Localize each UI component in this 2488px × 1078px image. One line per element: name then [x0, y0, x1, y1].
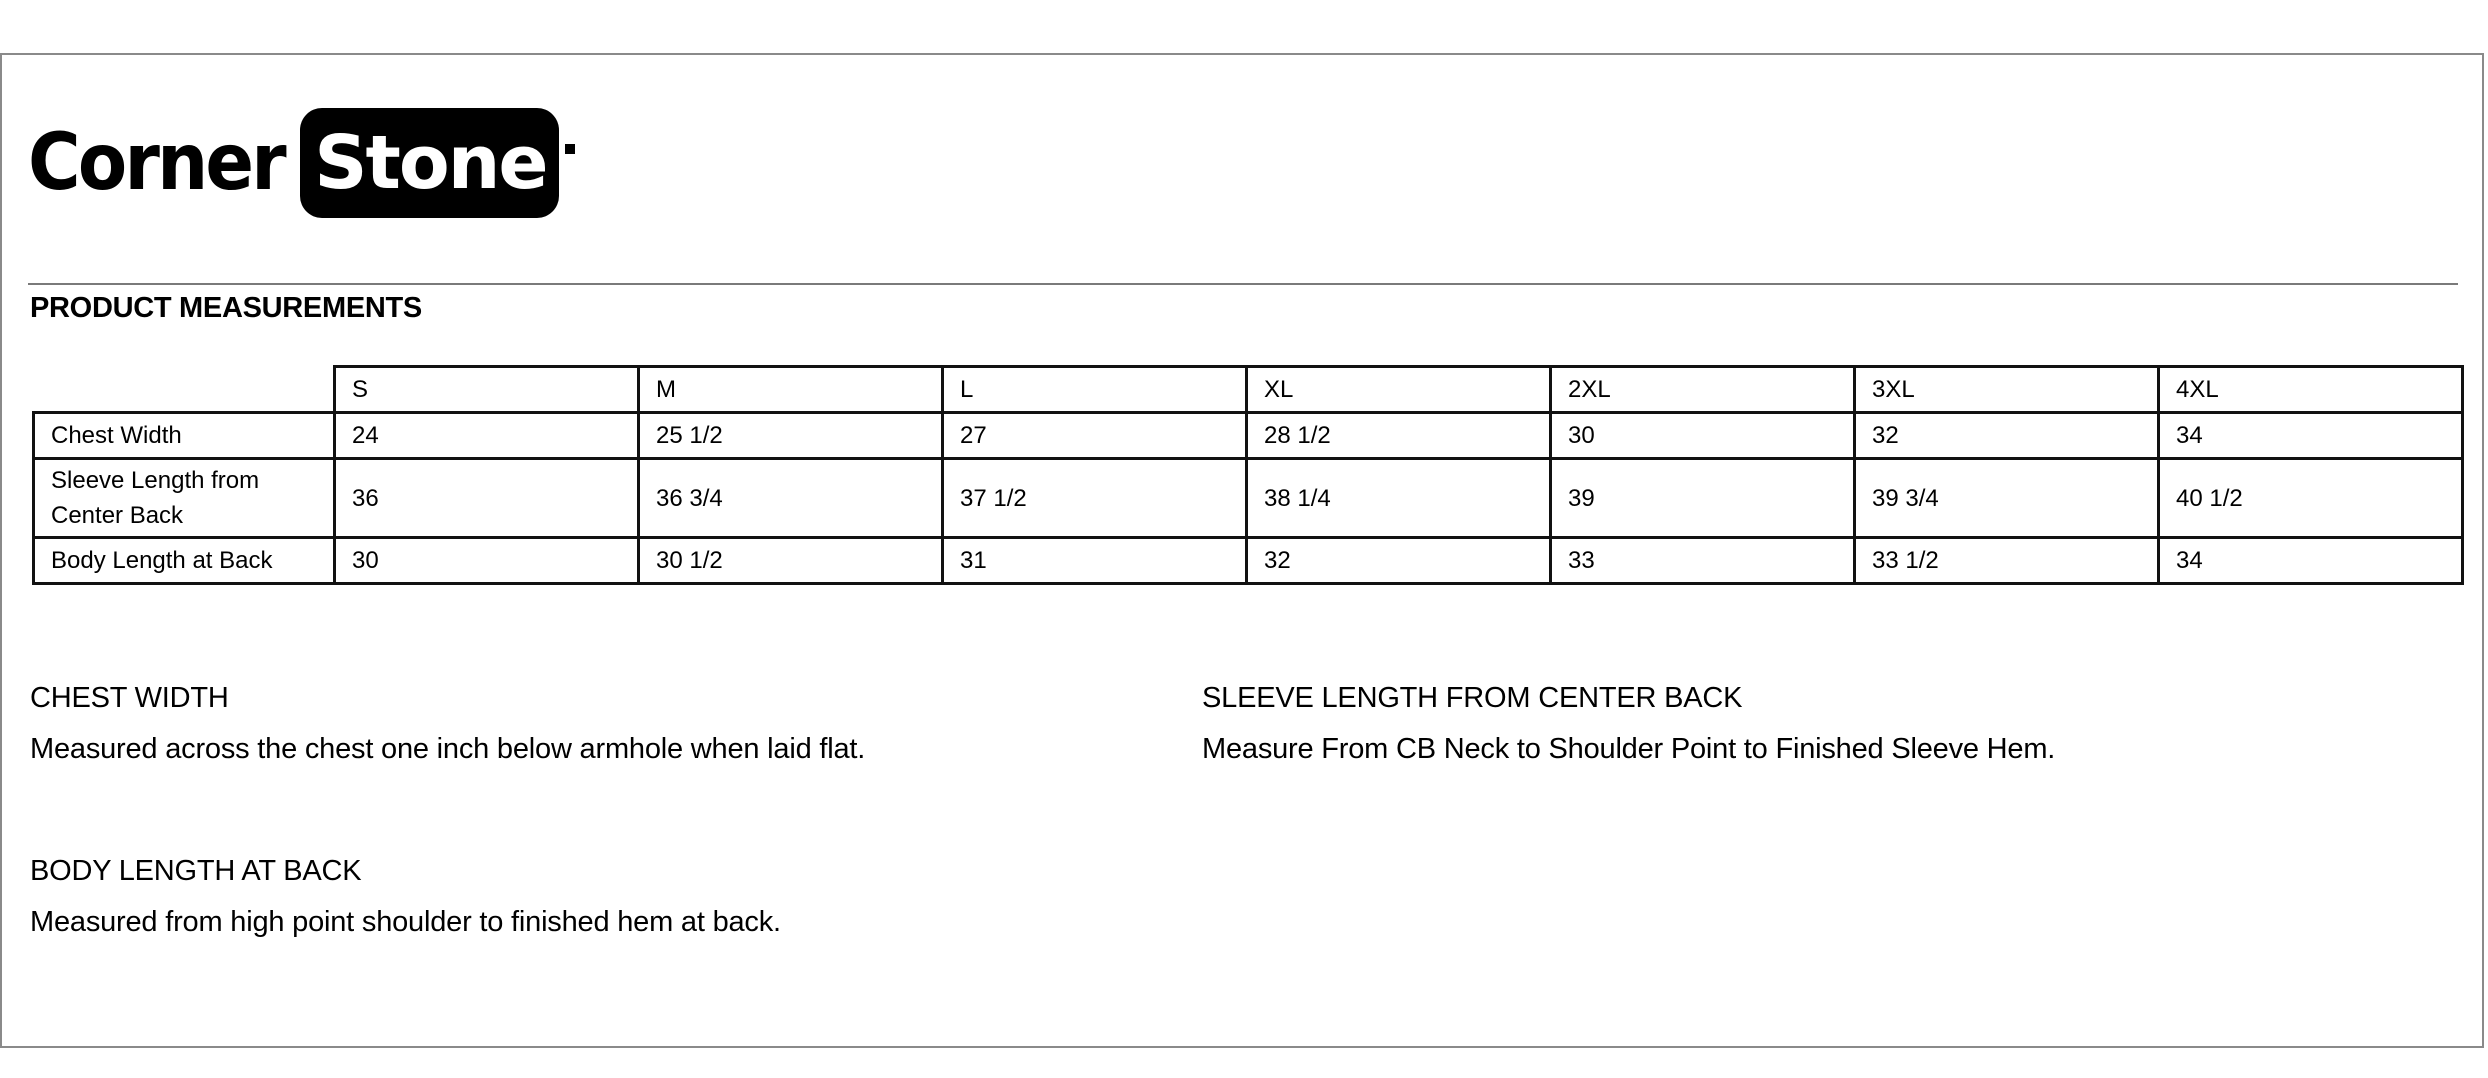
table-cell: 32 [1247, 538, 1551, 584]
measurements-table [32, 365, 2464, 585]
table-cell: 36 [335, 459, 639, 538]
table-header-cell: 3XL [1855, 367, 2159, 413]
table-row [34, 413, 2463, 459]
table-header-row [34, 367, 2463, 413]
table-cell: 34 [2159, 413, 2463, 459]
table-cell: 30 1/2 [639, 538, 943, 584]
definition-text: Measured across the chest one inch below armhole when laid flat. [30, 733, 866, 765]
table-header-cell: 4XL [2159, 367, 2463, 413]
table-header-cell: S [335, 367, 639, 413]
table-cell: 38 1/4 [1247, 459, 1551, 538]
definition-heading: CHEST WIDTH [30, 682, 229, 714]
table-cell: 32 [1855, 413, 2159, 459]
logo-word-stone: Stone [314, 120, 547, 206]
table-header-cell: L [943, 367, 1247, 413]
header-divider [28, 283, 2458, 285]
row-label [34, 459, 335, 538]
table-row [34, 538, 2463, 584]
logo-box [300, 108, 558, 218]
table-header-cell: 2XL [1551, 367, 1855, 413]
table-cell: 30 [335, 538, 639, 584]
table-cell: 39 [1551, 459, 1855, 538]
definition-chest-width [30, 682, 865, 766]
table-header-blank [34, 367, 335, 413]
table-cell: 40 1/2 [2159, 459, 2463, 538]
table-cell: 33 1/2 [1855, 538, 2159, 584]
table-cell: 33 [1551, 538, 1855, 584]
table-header-cell: M [639, 367, 943, 413]
table-cell: 36 3/4 [639, 459, 943, 538]
logo-dot [565, 144, 575, 154]
definition-heading: BODY LENGTH AT BACK [30, 855, 362, 887]
logo-word-corner: Corner [28, 118, 284, 208]
table-cell: 28 1/2 [1247, 413, 1551, 459]
table-header-cell: XL [1247, 367, 1551, 413]
row-label: Chest Width [34, 413, 335, 459]
table-cell: 39 3/4 [1855, 459, 2159, 538]
cornerstone-logo [28, 106, 575, 220]
row-label: Body Length at Back [34, 538, 335, 584]
table-cell: 24 [335, 413, 639, 459]
table-cell: 25 1/2 [639, 413, 943, 459]
definition-text: Measure From CB Neck to Shoulder Point to Finished Sleeve Hem. [1202, 733, 2056, 765]
row-label-line: Sleeve Length from [51, 467, 260, 494]
table-row [34, 459, 2463, 538]
table-cell: 31 [943, 538, 1247, 584]
table-cell: 27 [943, 413, 1247, 459]
table-cell: 37 1/2 [943, 459, 1247, 538]
definition-sleeve-length [1202, 682, 2055, 766]
definition-body-length [30, 855, 781, 939]
definition-heading: SLEEVE LENGTH FROM CENTER BACK [1202, 682, 1743, 714]
row-label-line: Center Back [51, 502, 184, 529]
section-title: PRODUCT MEASUREMENTS [30, 292, 422, 324]
table-cell: 34 [2159, 538, 2463, 584]
table-cell: 30 [1551, 413, 1855, 459]
definition-text: Measured from high point shoulder to finished hem at back. [30, 906, 781, 938]
